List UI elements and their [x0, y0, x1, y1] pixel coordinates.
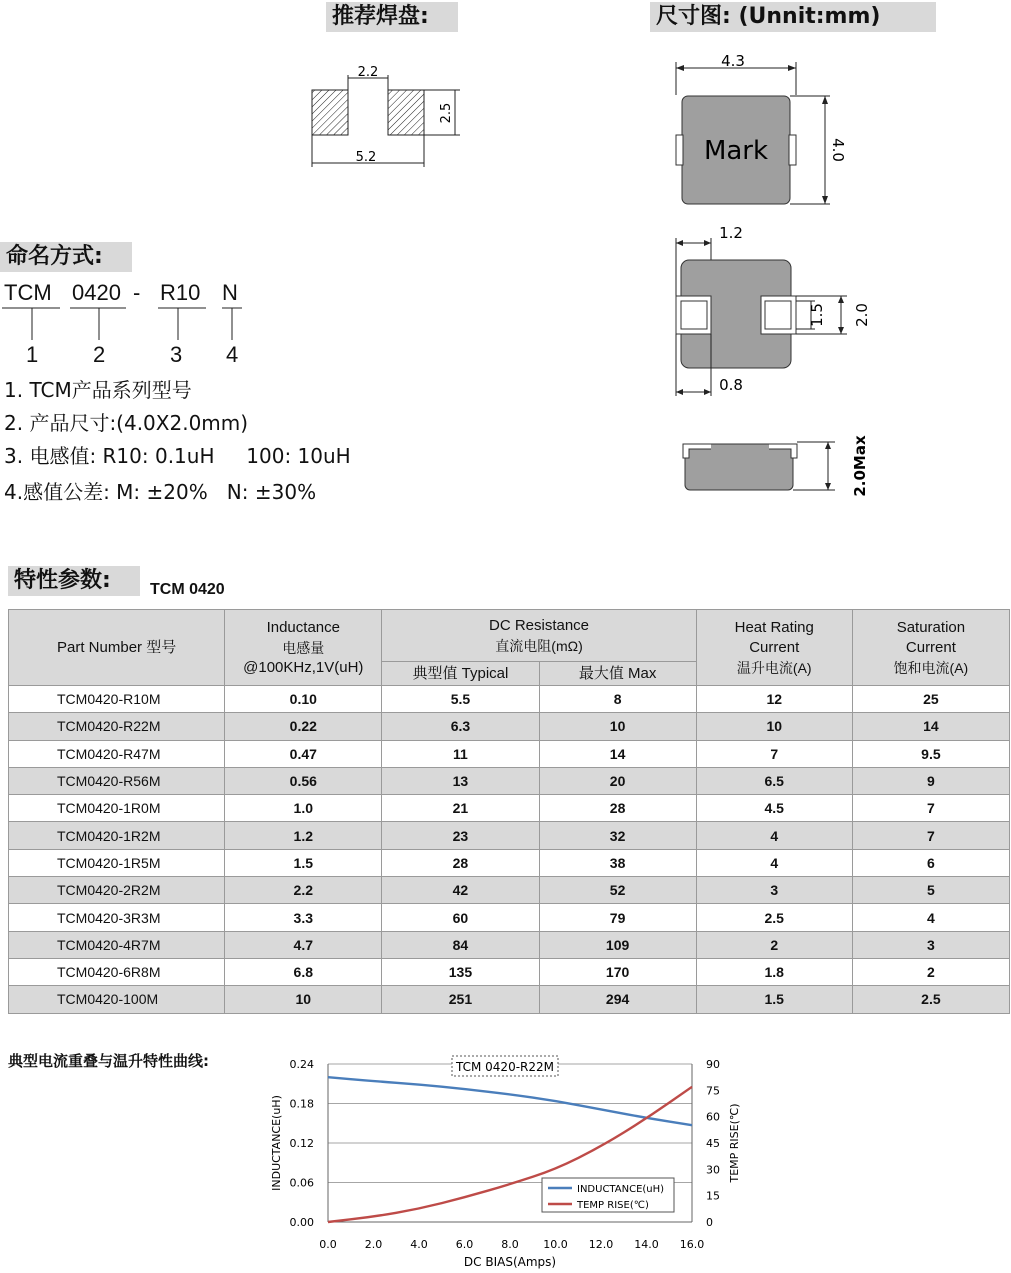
cell-inductance: 10 — [225, 986, 382, 1013]
naming-part-size: 0420 — [72, 280, 121, 305]
cell-dcr-typical: 13 — [382, 767, 539, 794]
cell-dcr-typical: 42 — [382, 877, 539, 904]
cell-saturation-current: 2 — [852, 958, 1009, 985]
legend-label-0: INDUCTANCE(uH) — [577, 1184, 665, 1195]
cell-saturation-current: 14 — [852, 713, 1009, 740]
y-tick-label: 0.06 — [289, 1176, 314, 1190]
cell-dcr-max: 38 — [539, 849, 696, 876]
x-tick-label: 8.0 — [501, 1238, 519, 1251]
cell-inductance: 0.56 — [225, 767, 382, 794]
spec-subtitle: TCM 0420 — [150, 581, 225, 598]
cell-heat-current: 2.5 — [696, 904, 852, 931]
cell-saturation-current: 5 — [852, 877, 1009, 904]
dimension-section-title: 尺寸图: (Unnit:mm) — [650, 2, 936, 32]
header-dcr-typical: 典型值 Typical — [382, 662, 539, 686]
cell-part-number: TCM0420-2R2M — [9, 877, 225, 904]
cell-saturation-current: 9 — [852, 767, 1009, 794]
cell-heat-current: 1.5 — [696, 986, 852, 1013]
table-row — [9, 904, 1010, 931]
table-row — [9, 740, 1010, 767]
spec-table — [8, 609, 1010, 1014]
naming-desc-4: 4.感值公差: M: ±20% N: ±30% — [4, 480, 317, 504]
cell-part-number: TCM0420-R56M — [9, 767, 225, 794]
cell-dcr-typical: 5.5 — [382, 686, 539, 713]
side-height-label: 2.0Max — [851, 435, 869, 497]
cell-dcr-typical: 21 — [382, 795, 539, 822]
x-tick-label: 10.0 — [543, 1238, 568, 1251]
bottom-terminal-width-label: 1.2 — [719, 224, 743, 242]
curve-chart — [262, 1050, 752, 1272]
cell-part-number: TCM0420-3R3M — [9, 904, 225, 931]
naming-desc-2: 2. 产品尺寸:(4.0X2.0mm) — [4, 411, 249, 435]
naming-number-4: 4 — [226, 342, 239, 367]
x-tick-label: 12.0 — [588, 1238, 614, 1251]
cell-heat-current: 1.8 — [696, 958, 852, 985]
bottom-body-height-label: 2.0 — [853, 303, 871, 327]
table-row — [9, 958, 1010, 985]
naming-number-1: 1 — [26, 342, 39, 367]
cell-inductance: 3.3 — [225, 904, 382, 931]
y-axis-label: INDUCTANCE(uH) — [270, 1095, 283, 1191]
cell-part-number: TCM0420-R10M — [9, 686, 225, 713]
cell-dcr-typical: 11 — [382, 740, 539, 767]
x-tick-label: 6.0 — [455, 1238, 474, 1251]
cell-dcr-typical: 6.3 — [382, 713, 539, 740]
legend-label-1: TEMP RISE(℃) — [577, 1200, 649, 1211]
series-line-0 — [328, 1077, 692, 1125]
naming-part-dash: - — [133, 280, 141, 305]
cell-inductance: 1.5 — [225, 849, 382, 876]
table-row — [9, 713, 1010, 740]
cell-saturation-current: 7 — [852, 822, 1009, 849]
pad-height-label: 2.5 — [439, 102, 454, 124]
table-row — [9, 849, 1010, 876]
cell-heat-current: 4 — [696, 849, 852, 876]
x-tick-label: 4.0 — [410, 1238, 428, 1251]
cell-saturation-current: 3 — [852, 931, 1009, 958]
pad-width-label: 5.2 — [355, 150, 377, 165]
cell-heat-current: 10 — [696, 713, 852, 740]
header-part-number: Part Number 型号 — [9, 610, 225, 686]
spec-section-title: 特性参数: — [8, 566, 140, 596]
cell-heat-current: 2 — [696, 931, 852, 958]
y2-tick-label: 0 — [706, 1216, 713, 1229]
naming-desc-1: 1. TCM产品系列型号 — [4, 378, 192, 402]
x-axis-label: DC BIAS(Amps) — [463, 1255, 557, 1269]
table-row — [9, 795, 1010, 822]
cell-inductance: 0.22 — [225, 713, 382, 740]
cell-saturation-current: 25 — [852, 686, 1009, 713]
cell-heat-current: 4.5 — [696, 795, 852, 822]
cell-dcr-max: 170 — [539, 958, 696, 985]
naming-section-title: 命名方式: — [0, 242, 132, 272]
cell-heat-current: 4 — [696, 822, 852, 849]
cell-inductance: 1.0 — [225, 795, 382, 822]
table-row — [9, 686, 1010, 713]
pad-drawing — [300, 55, 470, 175]
naming-number-2: 2 — [93, 342, 106, 367]
cell-heat-current: 7 — [696, 740, 852, 767]
y-tick-label: 0.12 — [289, 1137, 314, 1150]
naming-connectors — [0, 300, 260, 345]
cell-dcr-max: 8 — [539, 686, 696, 713]
table-row — [9, 877, 1010, 904]
cell-heat-current: 6.5 — [696, 767, 852, 794]
cell-dcr-typical: 251 — [382, 986, 539, 1013]
cell-dcr-max: 109 — [539, 931, 696, 958]
cell-part-number: TCM0420-1R0M — [9, 795, 225, 822]
y2-axis-label: TEMP RISE(℃) — [728, 1103, 741, 1183]
naming-part-series: TCM — [4, 280, 52, 305]
cell-inductance: 0.10 — [225, 686, 382, 713]
cell-dcr-typical: 60 — [382, 904, 539, 931]
cell-inductance: 1.2 — [225, 822, 382, 849]
cell-saturation-current: 6 — [852, 849, 1009, 876]
bottom-terminal-height-label: 1.5 — [808, 303, 826, 327]
cell-dcr-max: 28 — [539, 795, 696, 822]
cell-part-number: TCM0420-R22M — [9, 713, 225, 740]
pad-section-title: 推荐焊盘: — [326, 2, 458, 32]
y2-tick-label: 15 — [706, 1189, 720, 1203]
chart-title: TCM 0420-R22M — [455, 1060, 555, 1074]
x-tick-label: 14.0 — [634, 1238, 659, 1251]
table-row — [9, 986, 1010, 1013]
cell-dcr-max: 32 — [539, 822, 696, 849]
naming-number-3: 3 — [170, 342, 183, 367]
cell-dcr-typical: 28 — [382, 849, 539, 876]
naming-part-tolerance: N — [222, 280, 238, 305]
table-row — [9, 767, 1010, 794]
curve-title: 典型电流重叠与温升特性曲线: — [8, 1052, 209, 1070]
header-heat-current: Heat Rating Current 温升电流(A) — [696, 610, 852, 686]
cell-dcr-max: 294 — [539, 986, 696, 1013]
y-tick-label: 0.18 — [289, 1097, 314, 1111]
y2-tick-label: 90 — [706, 1058, 720, 1071]
y2-tick-label: 75 — [706, 1084, 720, 1098]
top-height-label: 4.0 — [829, 138, 847, 162]
cell-part-number: TCM0420-1R5M — [9, 849, 225, 876]
cell-saturation-current: 9.5 — [852, 740, 1009, 767]
naming-desc-3: 3. 电感值: R10: 0.1uH 100: 10uH — [4, 444, 351, 468]
cell-inductance: 4.7 — [225, 931, 382, 958]
pad-left — [312, 90, 348, 135]
x-tick-label: 2.0 — [364, 1238, 383, 1251]
cell-part-number: TCM0420-6R8M — [9, 958, 225, 985]
cell-dcr-max: 10 — [539, 713, 696, 740]
cell-inductance: 0.47 — [225, 740, 382, 767]
cell-inductance: 6.8 — [225, 958, 382, 985]
header-inductance: Inductance 电感量 @100KHz,1V(uH) — [225, 610, 382, 686]
cell-dcr-max: 52 — [539, 877, 696, 904]
y2-tick-label: 45 — [706, 1137, 720, 1150]
table-row — [9, 931, 1010, 958]
cell-dcr-max: 20 — [539, 767, 696, 794]
y2-tick-label: 60 — [706, 1110, 720, 1124]
cell-heat-current: 3 — [696, 877, 852, 904]
header-dcr-max: 最大值 Max — [539, 662, 696, 686]
x-tick-label: 0.0 — [319, 1238, 337, 1251]
header-dcr: DC Resistance 直流电阻(mΩ) — [382, 610, 696, 662]
x-tick-label: 16.0 — [679, 1238, 705, 1251]
cell-part-number: TCM0420-R47M — [9, 740, 225, 767]
y-tick-label: 0.00 — [289, 1216, 314, 1229]
cell-dcr-typical: 135 — [382, 958, 539, 985]
cell-part-number: TCM0420-4R7M — [9, 931, 225, 958]
top-width-label: 4.3 — [721, 52, 745, 70]
cell-dcr-typical: 84 — [382, 931, 539, 958]
cell-part-number: TCM0420-1R2M — [9, 822, 225, 849]
cell-inductance: 2.2 — [225, 877, 382, 904]
table-row — [9, 822, 1010, 849]
top-view-mark: Mark — [703, 136, 769, 166]
cell-saturation-current: 2.5 — [852, 986, 1009, 1013]
pad-right — [388, 90, 424, 135]
dimension-drawing — [665, 40, 885, 500]
naming-part-inductance: R10 — [160, 280, 201, 305]
cell-dcr-typical: 23 — [382, 822, 539, 849]
header-saturation-current: Saturation Current 饱和电流(A) — [852, 610, 1009, 686]
side-view-body — [685, 444, 793, 490]
bottom-terminal-gap-label: 0.8 — [719, 376, 743, 394]
pad-gap-label: 2.2 — [357, 65, 379, 80]
cell-part-number: TCM0420-100M — [9, 986, 225, 1013]
cell-dcr-max: 79 — [539, 904, 696, 931]
y-tick-label: 0.24 — [289, 1058, 314, 1071]
cell-dcr-max: 14 — [539, 740, 696, 767]
cell-saturation-current: 7 — [852, 795, 1009, 822]
y2-tick-label: 30 — [706, 1163, 720, 1177]
cell-saturation-current: 4 — [852, 904, 1009, 931]
cell-heat-current: 12 — [696, 686, 852, 713]
